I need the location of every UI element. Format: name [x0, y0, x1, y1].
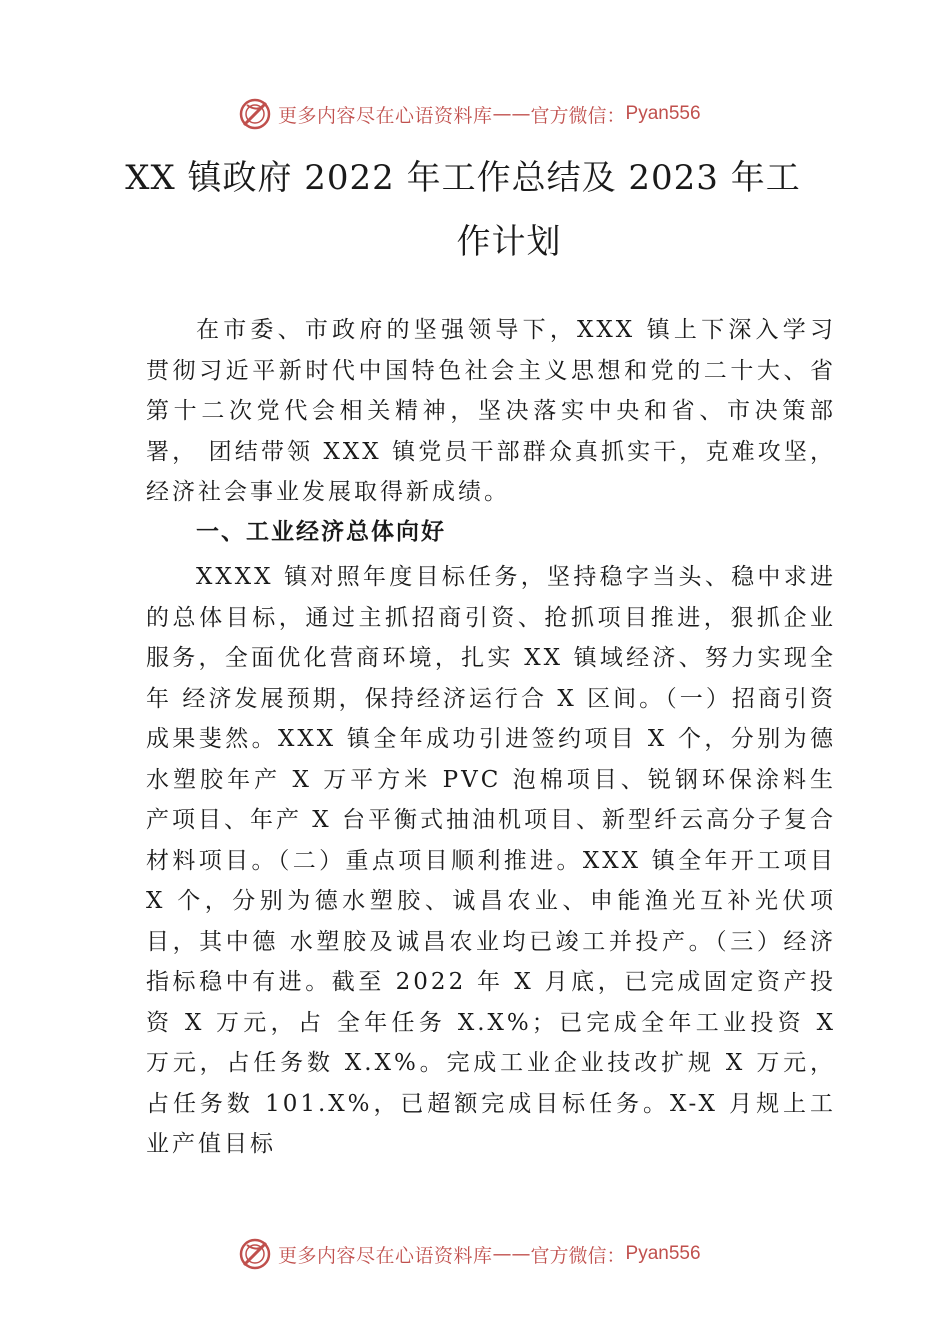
- watermark-handle: Pyan556: [625, 1243, 701, 1264]
- watermark-logo-icon: [238, 1237, 272, 1271]
- document-title-line1: XX 镇政府 2022 年工作总结及 2023 年工: [125, 158, 801, 198]
- watermark-dash: ——: [492, 1243, 531, 1265]
- watermark-label: 官方微信：: [530, 1244, 626, 1267]
- watermark-footer: [238, 1236, 701, 1272]
- watermark-dash: ——: [492, 103, 531, 125]
- watermark-handle: Pyan556: [625, 103, 701, 124]
- watermark-logo-icon: [238, 97, 272, 131]
- document-title-line2: 作计划: [456, 222, 562, 262]
- intro-paragraph: 在市委、市政府的坚强领导下，XXX 镇上下深入学习贯彻习近平新时代中国特色社会主义思想和党的二十大、省第十二次党代会相关精神，坚决落实中央和省、市决策部署， 团结带领 XXX 镇党员干部群众真抓实干，克难攻坚，经济社会事业发展取得新成绩。: [146, 317, 836, 505]
- watermark-header: [238, 96, 701, 132]
- watermark-main-text: 更多内容尽在心语资料库: [278, 1244, 493, 1267]
- section-heading: 一、工业经济总体向好: [196, 519, 446, 545]
- section-body-paragraph: XXXX 镇对照年度目标任务，坚持稳字当头、稳中求进的总体目标，通过主抓招商引资、抢抓项目推进，狠抓企业服务，全面优化营商环境，扎实 XX 镇域经济、努力实现全年 经济发展预期，保持经济运行合 X 区间。（一）招商引资成果斐然。XXX 镇全年成功引进签约项目 X 个，分别为德水塑胶年产 X 万平方米 PVC 泡棉项目、锐钢环保涂料生产项目、年产 X 台平衡式抽油机项目、新型纤云高分子复合材料项目。（二）重点项目顺利推进。XXX 镇全年开工项目 X 个，分别为德水塑胶、诚昌农业、申能渔光互补光伏项目，其中德 水塑胶及诚昌农业均已竣工并投产。（三）经济指标稳中有进。截至 2022 年 X 月底，已完成固定资产投资 X 万元，占 全年任务 X.X%；已完成全年工业投资 X 万元，占任务数 X.X%。完成工业企业技改扩规 X 万元，占任务数 101.X%，已超额完成目标任务。X-X 月规上工业产值目标: [146, 564, 836, 1157]
- watermark-label: 官方微信：: [530, 104, 626, 127]
- watermark-main-text: 更多内容尽在心语资料库: [278, 104, 493, 127]
